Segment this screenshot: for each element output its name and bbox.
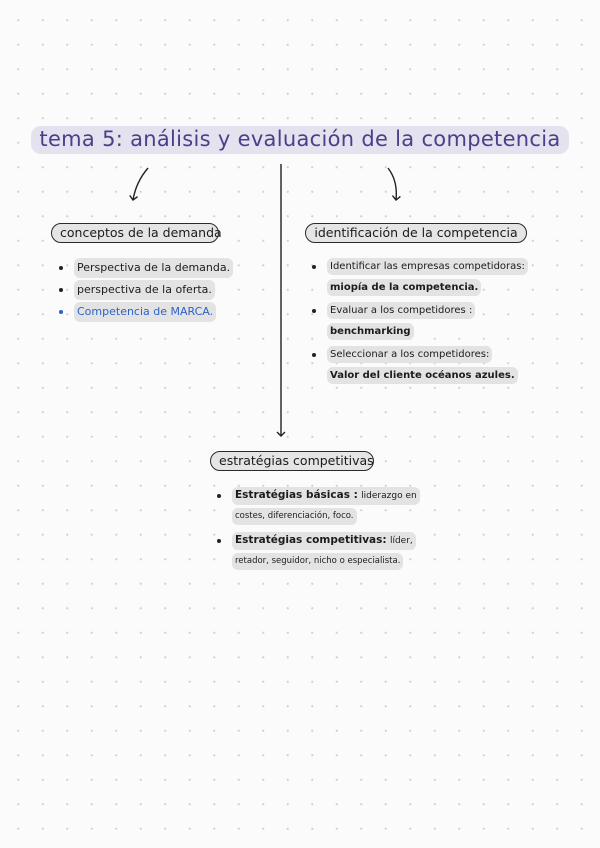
list-item: perspectiva de la oferta. [59,280,233,302]
page-title-text: tema 5: análisis y evaluación de la competencia [31,126,568,154]
section-heading-identification-label: identificación de la competencia [314,225,518,240]
bullet-icon [59,310,63,314]
bullet-icon [312,309,316,313]
section-heading-identification [305,223,527,243]
list-item: Evaluar a los competidores : benchmarking [312,302,528,340]
list-item: Estratégias competitivas: líder, retador, seguidor, nicho o especialista. [217,532,420,570]
list-item: Identificar las empresas competidoras: miopía de la competencia. [312,258,528,296]
arrow-right [388,168,396,200]
demand-list [59,258,233,324]
bullet-icon [312,353,316,357]
section-heading-strategies [210,451,374,471]
bullet-icon [59,266,63,270]
section-heading-demand [51,223,222,243]
list-item: Estratégias básicas : liderazgo en costes, diferenciación, foco. [217,487,420,525]
bullet-icon [217,494,221,498]
arrow-left [133,168,148,200]
list-item: Perspectiva de la demanda. [59,258,233,280]
section-heading-strategies-label: estratégias competitivas [219,453,374,468]
section-heading-demand-label: conceptos de la demanda [60,225,222,240]
strategies-list [217,487,420,577]
bullet-icon [217,539,221,543]
list-item: Competencia de MARCA. [59,302,233,324]
identification-list [312,258,528,390]
list-item: Seleccionar a los competidores: Valor del cliente océanos azules. [312,346,528,384]
bullet-icon [59,288,63,292]
bullet-icon [312,265,316,269]
